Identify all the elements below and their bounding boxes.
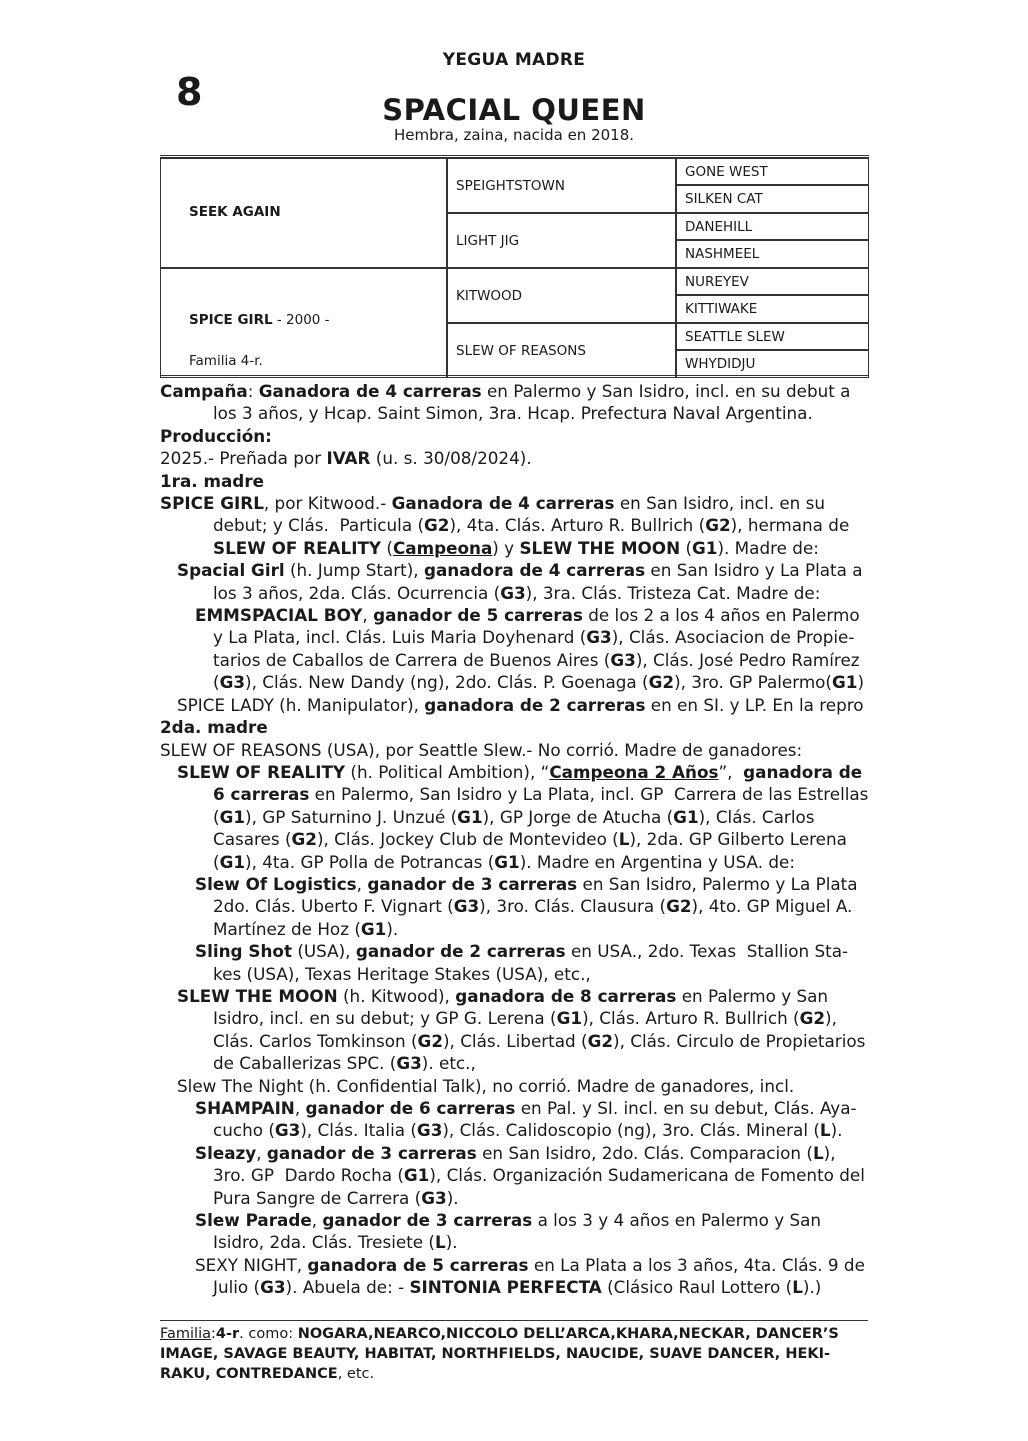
pedigree-sire-sire: SPEIGHTSTOWN — [447, 158, 676, 213]
pedigree-g3-3: DANEHILL — [676, 213, 869, 240]
produce-emmspacial-boy: EMMSPACIAL BOY, ganador de 5 carreras de los 2 a los 4 años en Palermo y La Plata, incl. Clás. Luis Maria Doyhenard (G3), Clás. Asociacion de Propie-tarios de Caballos de Carrera de Buenos Aires (G3), Clás. José Pedro Ramírez (G3), Clás. New Dandy (ng), 2do. Clás. P. Goenaga (G2), 3ro. GP Palermo(G1) — [195, 605, 864, 693]
category-label: YEGUA MADRE — [442, 50, 586, 70]
pedigree-sire-dam: LIGHT JIG — [447, 213, 676, 268]
pedigree-dam-family: Familia 4-r. — [189, 353, 263, 369]
family-value: 4-r — [215, 1326, 240, 1342]
first-dam-paragraph: SPICE GIRL, por Kitwood.- Ganadora de 4 carreras en San Isidro, incl. en su debut; y Clás. Particula (G2), 4ta. Clás. Arturo R. Bullrich (G2), hermana de SLEW OF REALITY (Campeona) y SLEW THE MOON (G1). Madre de: — [160, 493, 850, 558]
pedigree-dam-cell — [160, 268, 447, 378]
produce-slew-the-moon: SLEW THE MOON (h. Kitwood), ganadora de 8 carreras en Palermo y San Isidro, incl. en su debut; y GP G. Lerena (G1), Clás. Arturo R. Bullrich (G2), Clás. Carlos Tomkinson (G2), Clás. Libertad (G2), Clás. Circulo de Propietarios de Caballerizas SPC. (G3). etc., — [177, 985, 866, 1074]
footer-divider — [160, 1320, 868, 1321]
pedigree-g3-1: GONE WEST — [676, 158, 869, 185]
produce-slew-of-logistics: Slew Of Logistics, ganador de 3 carreras en San Isidro, Palermo y La Plata 2do. Clás. Uberto F. Vignart (G3), 3ro. Clás. Clausura (G2), 4to. GP Miguel A. Martínez de Hoz (G1). — [195, 873, 858, 939]
produce-spacial-girl: Spacial Girl (h. Jump Start), ganadora de 4 carreras en San Isidro y La Plata a los 3 años, 2da. Clás. Ocurrencia (G3), 3ra. Clás. Tristeza Cat. Madre de: — [177, 560, 863, 603]
pedigree-g3-5: NUREYEV — [676, 268, 869, 295]
produce-slew-parade: Slew Parade, ganador de 3 carreras a los 3 y 4 años en Palermo y San Isidro, 2da. Clás. Tresiete (L). — [195, 1210, 822, 1253]
pedigree-sire: SEEK AGAIN — [189, 204, 281, 220]
pedigree-dam: SPICE GIRL — [189, 312, 273, 328]
pedigree-table — [160, 155, 869, 378]
produce-spice-lady: SPICE LADY (h. Manipulator), ganadora de 2 carreras en en SI. y LP. En la repro — [177, 694, 864, 715]
production-entry: 2025.- Preñada por IVAR (u. s. 30/08/2024). — [160, 448, 532, 469]
pedigree-g3-4: NASHMEEL — [676, 240, 869, 268]
family-label: Familia — [160, 1326, 211, 1342]
pedigree-dam-year: - 2000 - — [272, 312, 330, 328]
produce-sexy-night: SEXY NIGHT, ganadora de 5 carreras en La Plata a los 3 años, 4ta. Clás. 9 de Julio (G3). Abuela de: - SINTONIA PERFECTA (Clásico Raul Lottero (L).) — [195, 1254, 865, 1298]
produce-sling-shot: Sling Shot (USA), ganador de 2 carreras en USA., 2do. Texas Stallion Sta-kes (USA), Texas Heritage Stakes (USA), etc., — [195, 941, 849, 984]
first-dam-heading: 1ra. madre — [160, 470, 264, 491]
campaign-label: Campaña — [160, 381, 248, 401]
produce-slew-of-reality: SLEW OF REALITY (h. Political Ambition), “Campeona 2 Años”, ganadora de 6 carreras en Palermo, San Isidro y La Plata, incl. GP Carrera de las Estrellas (G1), GP Saturnino J. Unzué (G1), GP Jorge de Atucha (G1), Clás. Carlos Casares (G2), Clás. Jockey Club de Montevideo (L), 2da. GP Gilberto Lerena (G1), 4ta. GP Polla de Potrancas (G1). Madre en Argentina y USA. de: — [177, 761, 869, 872]
lot-number: 8 — [176, 70, 203, 114]
pedigree-g3-7: SEATTLE SLEW — [676, 323, 869, 350]
pedigree-dam-sire: KITWOOD — [447, 268, 676, 323]
second-dam-paragraph: SLEW OF REASONS (USA), por Seattle Slew.- No corrió. Madre de ganadores: — [160, 739, 803, 760]
produce-sleazy: Sleazy, ganador de 3 carreras en San Isidro, 2do. Clás. Comparacion (L), 3ro. GP Dardo Rocha (G1), Clás. Organización Sudamericana de Fomento del Pura Sangre de Carrera (G3). — [195, 1142, 865, 1208]
pedigree-g3-2: SILKEN CAT — [676, 185, 869, 213]
horse-name: SPACIAL QUEEN — [382, 93, 646, 127]
catalog-body — [160, 380, 872, 1299]
family-names: NOGARA,NEARCO,NICCOLO DELL’ARCA,KHARA,NECKAR, DANCER’S IMAGE, SAVAGE BEAUTY, HABITAT, NORTHFIELDS, NAUCIDE, SUAVE DANCER, HEKI-RAKU, CONTREDANCE — [160, 1326, 839, 1382]
produce-shampain: SHAMPAIN, ganador de 6 carreras en Pal. y SI. incl. en su debut, Clás. Aya-cucho (G3), Clás. Italia (G3), Clás. Calidoscopio (ng), 3ro. Clás. Mineral (L). — [195, 1098, 857, 1141]
produce-slew-the-night: Slew The Night (h. Confidential Talk), no corrió. Madre de ganadores, incl. — [177, 1075, 795, 1096]
family-footnote: Familia:4-r. como: NOGARA,NEARCO,NICCOLO DELL’ARCA,KHARA,NECKAR, DANCER’S IMAGE, SAVAGE BEAUTY, HABITAT, NORTHFIELDS, NAUCIDE, SUAVE DANCER, HEKI-RAKU, CONTREDANCE, etc. — [160, 1326, 839, 1382]
pedigree-g3-6: KITTIWAKE — [676, 295, 869, 323]
pedigree-dam-dam: SLEW OF REASONS — [447, 323, 676, 378]
campaign-paragraph: Campaña: Ganadora de 4 carreras en Palermo y San Isidro, incl. en su debut a los 3 años, y Hcap. Saint Simon, 3ra. Hcap. Prefectura Naval Argentina. — [160, 381, 851, 424]
production-heading: Producción: — [160, 425, 272, 446]
pedigree-sire-cell — [160, 158, 447, 268]
horse-description: Hembra, zaina, nacida en 2018. — [393, 126, 635, 144]
pedigree-g3-8: WHYDIDJU — [676, 350, 869, 378]
second-dam-heading: 2da. madre — [160, 717, 268, 738]
